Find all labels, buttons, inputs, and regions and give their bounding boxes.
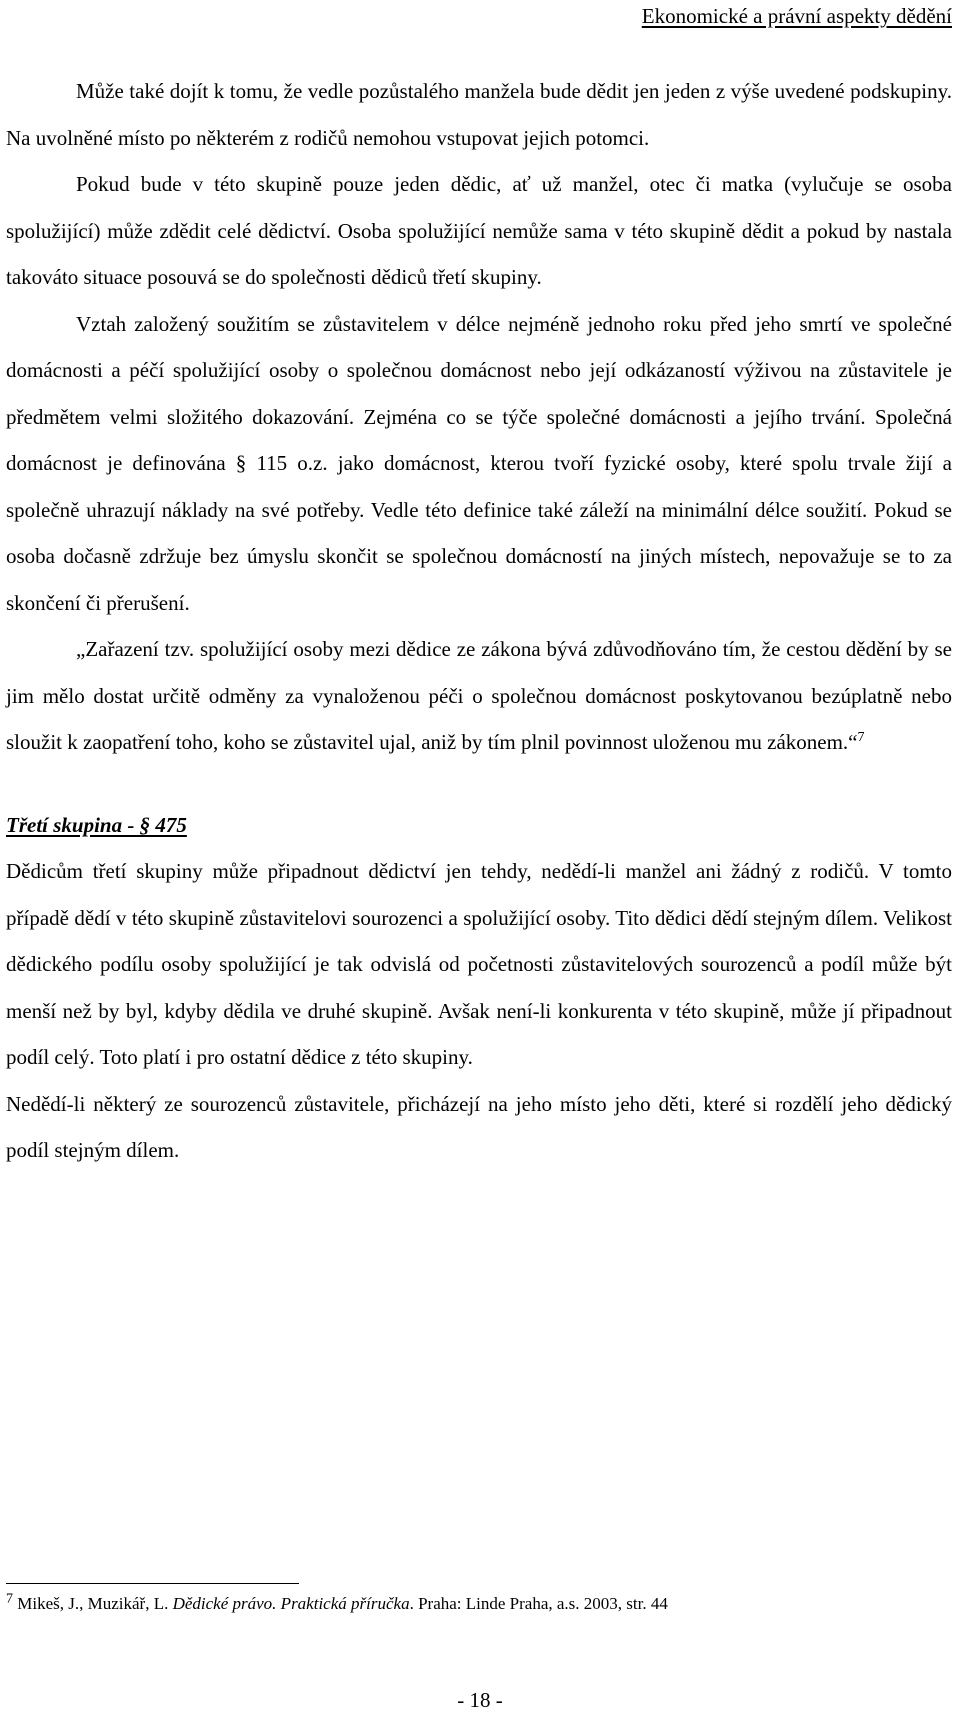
- footnote-reference[interactable]: 7: [857, 730, 865, 745]
- paragraph: Vztah založený soužitím se zůstavitelem v délce nejméně jednoho roku před jeho smrtí ve společné domácnosti a péčí spolužijící osoby o společnou domácnost nebo její odkázaností výživou na zůstavitele je předmětem velmi složitého dokazování. Zejména co se týče společné domácnosti a jejího trvání. Společná domácnost je definována § 115 o.z. jako domácnost, kterou tvoří fyzické osoby, které spolu trvale žijí a společně uhrazují náklady na své potřeby. Vedle této definice také záleží na minimální délce soužití. Pokud se osoba dočasně zdržuje bez úmyslu skončit se společnou domácností na jiných místech, nepovažuje se to za skončení či přerušení.: [6, 311, 952, 615]
- paragraph: Může také dojít k tomu, že vedle pozůstalého manžela bude dědit jen jeden z výše uvedené podskupiny. Na uvolněné místo po některém z rodičů nemohou vstupovat jejich potomci.: [6, 79, 952, 150]
- footnote-number: 7: [6, 1591, 13, 1607]
- quote-paragraph: [6, 626, 952, 766]
- footnote-authors: Mikeš, J., Muzikář, L.: [17, 1594, 169, 1613]
- quote-text: „Zařazení tzv. spolužijící osoby mezi dědice ze zákona bývá zdůvodňováno tím, že cestou dědění by se jim mělo dostat určitě odměny za vynaloženou péči o společnou domácnost poskytovanou bezúplatně nebo sloužit k zaopatření toho, koho se zůstavitel ujal, aniž by tím plnil povinnost uloženou mu zákonem.“: [6, 637, 952, 754]
- footnote-separator: [6, 1583, 299, 1584]
- footnote: [6, 1592, 668, 1616]
- footnote-publisher: . Praha: Linde Praha, a.s. 2003, str. 44: [409, 1594, 668, 1613]
- footnote-title: Dědické právo. Praktická příručka: [172, 1594, 410, 1613]
- paragraph: Dědicům třetí skupiny může připadnout dědictví jen tehdy, nedědí-li manžel ani žádný z rodičů. V tomto případě dědí v této skupině zůstavitelovi sourozenci a spolužijící osoby. Tito dědici dědí stejným dílem. Velikost dědického podílu osoby spolužijící je tak odvislá od početnosti zůstavitelových sourozenců a podíl může být menší než by byl, kdyby dědila ve druhé skupině. Avšak není-li konkurenta v této skupině, může jí připadnout podíl celý. Toto platí i pro ostatní dědice z této skupiny.: [6, 859, 952, 1069]
- section-heading: Třetí skupina - § 475: [6, 812, 187, 837]
- main-text: [6, 68, 952, 1174]
- paragraph: Nedědí-li některý ze sourozenců zůstavitele, přicházejí na jeho místo jeho děti, které si rozdělí jeho dědický podíl stejným dílem.: [6, 1091, 952, 1162]
- running-head: Ekonomické a právní aspekty dědění: [641, 4, 952, 28]
- page-number: - 18 -: [457, 1688, 503, 1712]
- paragraph: Pokud bude v této skupině pouze jeden dědic, ať už manžel, otec či matka (vylučuje se osoba spolužijící) může zdědit celé dědictví. Osoba spolužijící nemůže sama v této skupině dědit a pokud by nastala takováto situace posouvá se do společnosti dědiců třetí skupiny.: [6, 172, 952, 289]
